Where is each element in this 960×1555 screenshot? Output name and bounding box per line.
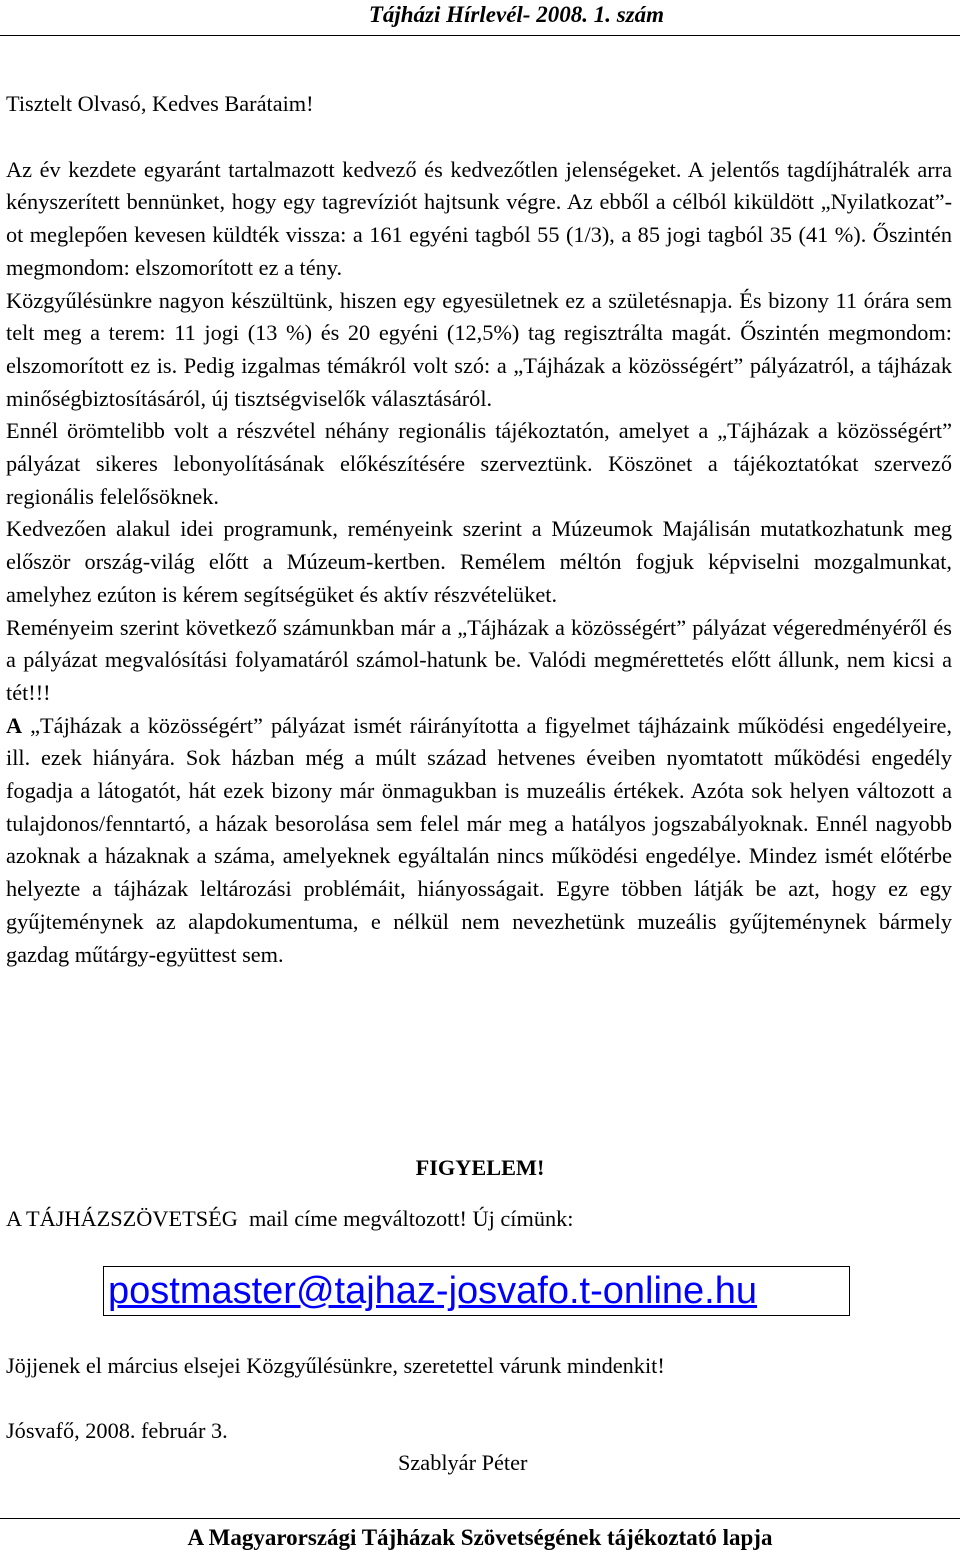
paragraph-rest: „Tájházak a közösségért” pályázat ismét ráirányította a figyelmet tájházaink működési engedélyeire, ill. ezek hiányára. Sok házban még a múlt század hetvenes éveiben nyomtatott működési engedély fogadja a látogatót, hát ezek bizony már önmagukban is muzeális értékek. Azóta sok helyen változott a tulajdonos/fenntartó, a házak besorolása sem felel már meg a hatályos jogszabályoknak. Ennél nagyobb azoknak a házaknak a száma, amelyeknek egyáltalán nincs működési engedélye. Mindez ismét előtérbe helyezte a tájházak leltározási problémáit, hiányosságait. Egyre többen látják be azt, hogy ez egy gyűjteménynek az alapdokumentuma, e nélkül nem nevezhetünk muzeális gyűjteménynek bármely gazdag műtárgy-együttest sem. (6, 712, 952, 967)
paragraph: Reményeim szerint következő számunkban már a „Tájházak a közösségért” pályázat végeredményéről és a pályázat megvalósítási folyamatáról számol-hatunk be. Valódi megmérettetés előtt állunk, nem kicsi a tét!!! (6, 614, 952, 705)
email-box (103, 1266, 850, 1316)
paragraph: Közgyűlésünkre nagyon készültünk, hiszen egy egyesületnek ez a születésnapja. És bizony 11 órára sem telt meg a terem: 11 jogi (13 %) és 20 egyéni (12,5%) tag regisztrálta magát. Őszintén megmondom: elszomorított ez is. Pedig izgalmas témákról volt szó: a „Tájházak a közösségért” pályázatról, a tájházak minőségbiztosításáról, új tisztségviselők választásáról. (6, 287, 952, 411)
place-date: Jósvafő, 2008. február 3. (6, 1418, 228, 1443)
letter-body (6, 88, 952, 971)
email-link[interactable]: postmaster@tajhaz-josvafo.t-online.hu (108, 1270, 758, 1312)
footer-divider (0, 1518, 960, 1519)
paragraph-lead: A (6, 712, 23, 738)
page-footer: A Magyarországi Tájházak Szövetségének tájékoztató lapja (187, 1525, 773, 1550)
paragraph-last (6, 710, 952, 972)
greeting: Tisztelt Olvasó, Kedves Barátaim! (6, 91, 314, 116)
notice-text: A TÁJHÁZSZÖVETSÉG mail címe megváltozott! Új címünk: (6, 1206, 574, 1231)
signature: Szablyár Péter (398, 1450, 528, 1475)
notice-heading: FIGYELEM! (415, 1155, 545, 1180)
paragraph: Kedvezően alakul idei programunk, reményeink szerint a Múzeumok Majálisán mutatkozhatunk meg először ország-világ előtt a Múzeum-kertben. Remélem méltón fogjuk képviselni mozgalmunkat, amelyhez ezúton is kérem segítségüket és aktív részvételüket. (6, 516, 952, 607)
paragraph: Az év kezdete egyaránt tartalmazott kedvező és kedvezőtlen jelenségeket. A jelentős tagdíjhátralék arra kényszerített bennünket, hogy egy tagrevíziót hajtsunk végre. Az ebből a célból kiküldött „Nyilatkozat”-ot meglepően kevesen küldték vissza: a 161 egyéni tagból 55 (1/3), a 85 jogi tagból 35 (41 %). Őszintén megmondom: elszomorított ez a tény. (6, 156, 952, 280)
invitation-text: Jöjjenek el március elsejei Közgyűlésünkre, szeretettel várunk mindenkit! (6, 1353, 665, 1378)
newsletter-title: Tájházi Hírlevél- 2008. 1. szám (368, 2, 664, 27)
page-header (0, 0, 960, 36)
paragraph: Ennél örömtelibb volt a részvétel néhány regionális tájékoztatón, amelyet a „Tájházak a közösségért” pályázat sikeres lebonyolításának előkészítésére szerveztünk. Köszönet a tájékoztatókat szervező regionális felelősöknek. (6, 418, 952, 509)
